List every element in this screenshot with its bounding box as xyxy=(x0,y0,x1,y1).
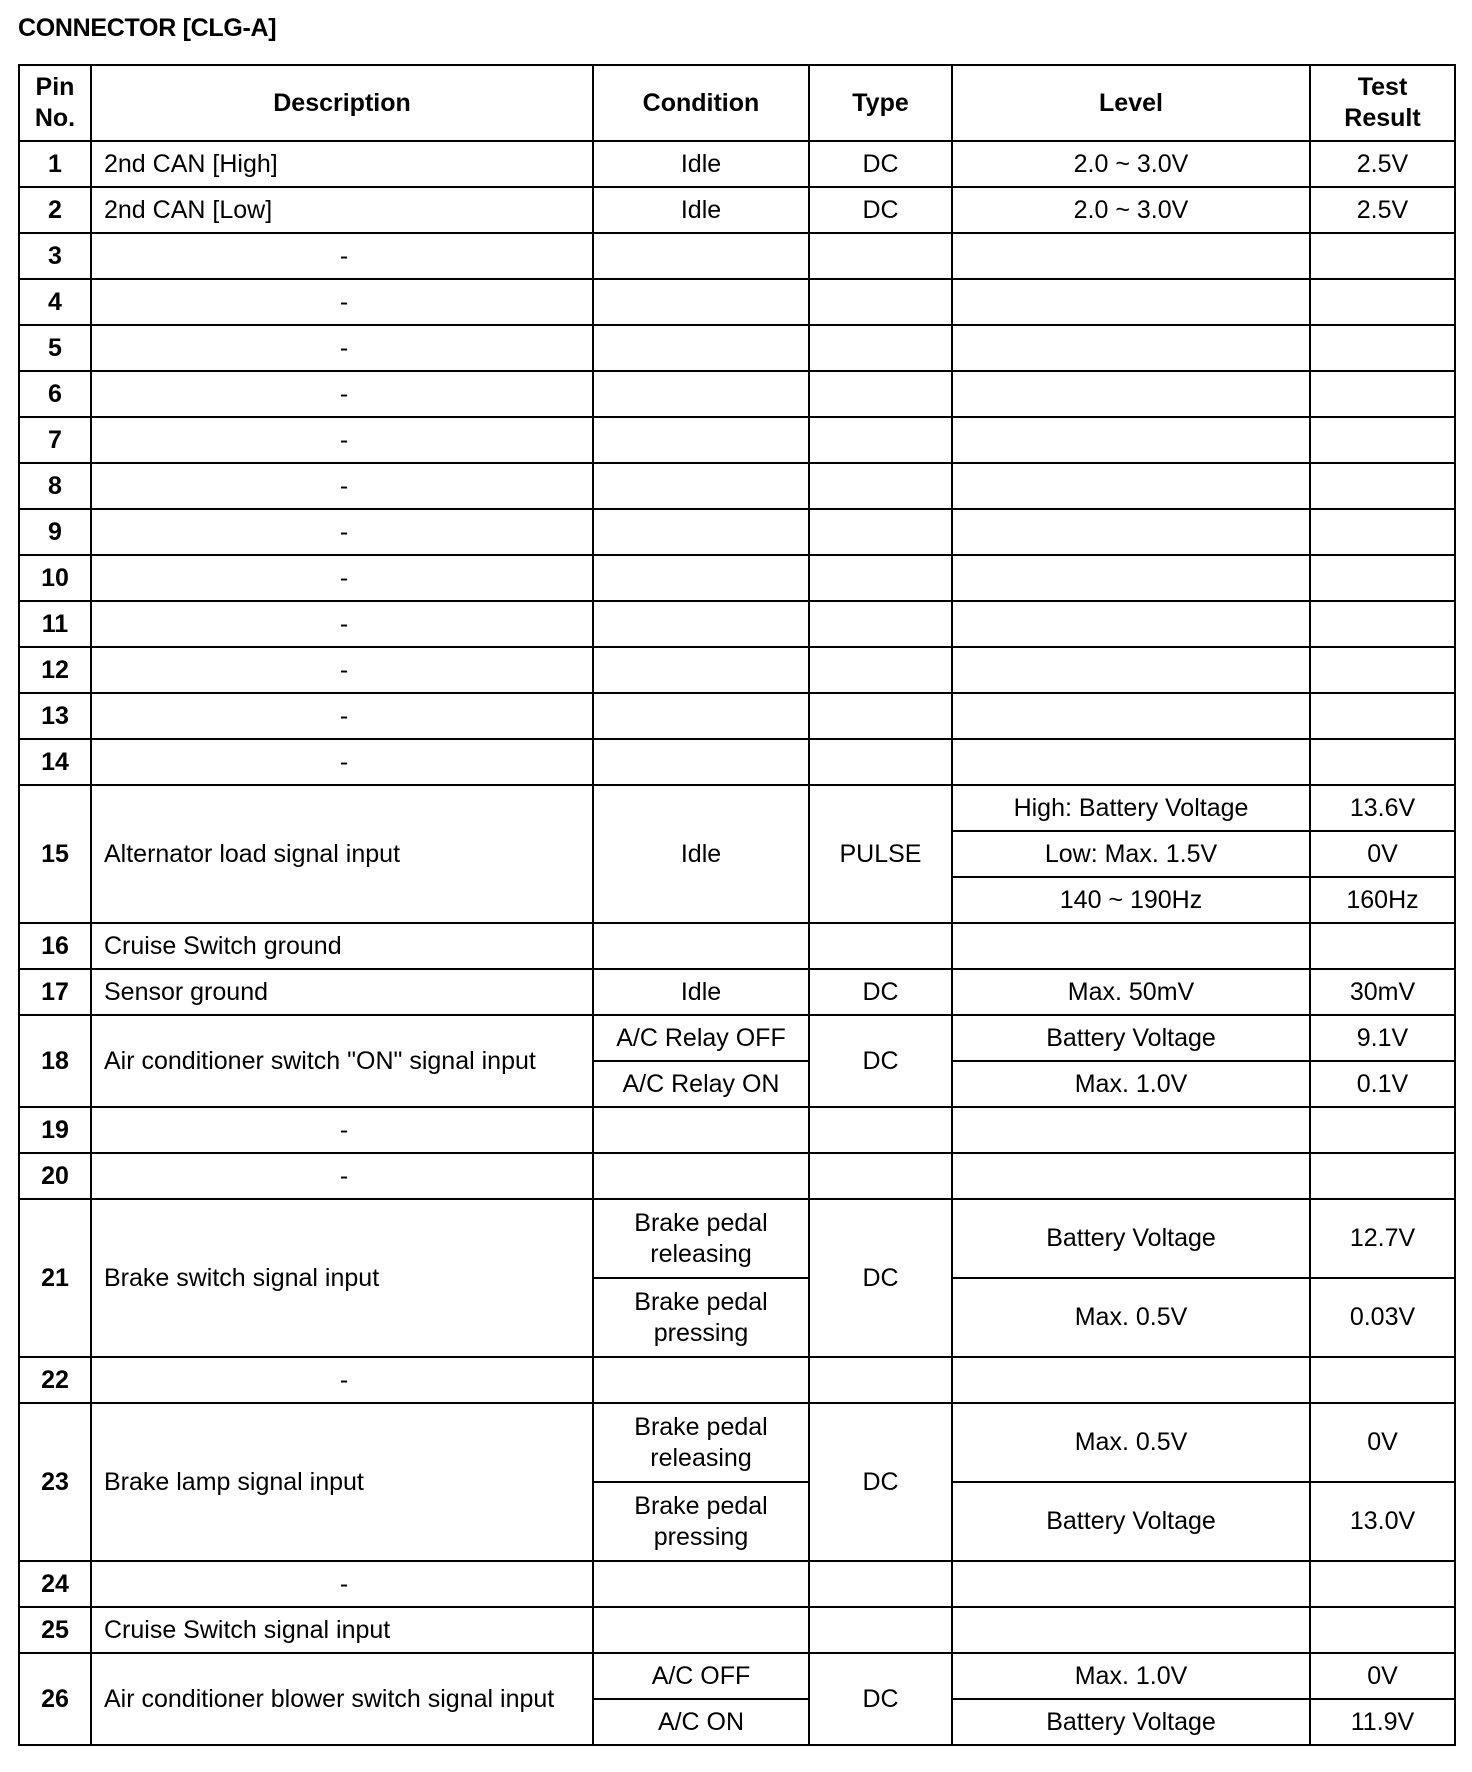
pin-number: 9 xyxy=(19,509,91,555)
pin-condition: Idle xyxy=(593,187,809,233)
pin-description: - xyxy=(91,739,593,785)
pin-level: Low: Max. 1.5V xyxy=(952,831,1310,877)
pin-level: Max. 1.0V xyxy=(952,1061,1310,1107)
pin-number: 1 xyxy=(19,141,91,187)
pin-condition: Idle xyxy=(593,141,809,187)
pin-condition: Brake pedal pressing xyxy=(593,1278,809,1357)
pin-level: 2.0 ~ 3.0V xyxy=(952,187,1310,233)
pin-description: - xyxy=(91,417,593,463)
table-row xyxy=(19,785,1455,831)
pin-level xyxy=(952,371,1310,417)
pin-number: 18 xyxy=(19,1015,91,1107)
pin-test-result xyxy=(1310,233,1455,279)
table-row xyxy=(19,1153,1455,1199)
pin-test-result: 2.5V xyxy=(1310,187,1455,233)
pin-test-result: 11.9V xyxy=(1310,1699,1455,1745)
pin-description: 2nd CAN [Low] xyxy=(91,187,593,233)
pin-test-result: 13.6V xyxy=(1310,785,1455,831)
header-pin-no: Pin No. xyxy=(19,65,91,141)
pin-condition xyxy=(593,325,809,371)
pin-number: 17 xyxy=(19,969,91,1015)
pin-description: - xyxy=(91,233,593,279)
pin-condition xyxy=(593,371,809,417)
pin-type: PULSE xyxy=(809,785,952,923)
pin-test-result: 0V xyxy=(1310,1653,1455,1699)
pin-condition xyxy=(593,1107,809,1153)
pin-type xyxy=(809,601,952,647)
pin-condition xyxy=(593,923,809,969)
pin-test-result: 0V xyxy=(1310,831,1455,877)
table-row xyxy=(19,1607,1455,1653)
pin-level xyxy=(952,1107,1310,1153)
pin-test-result: 9.1V xyxy=(1310,1015,1455,1061)
pin-test-result xyxy=(1310,1561,1455,1607)
pin-description: Sensor ground xyxy=(91,969,593,1015)
pin-type: DC xyxy=(809,141,952,187)
pin-level xyxy=(952,417,1310,463)
pin-test-result xyxy=(1310,279,1455,325)
pin-number: 2 xyxy=(19,187,91,233)
table-row xyxy=(19,325,1455,371)
table-row xyxy=(19,693,1455,739)
pin-condition: A/C Relay ON xyxy=(593,1061,809,1107)
pin-test-result xyxy=(1310,1153,1455,1199)
pin-level: Battery Voltage xyxy=(952,1015,1310,1061)
pin-level: Max. 0.5V xyxy=(952,1278,1310,1357)
pin-description: Cruise Switch signal input xyxy=(91,1607,593,1653)
pin-description: - xyxy=(91,601,593,647)
pin-description: - xyxy=(91,555,593,601)
pin-level xyxy=(952,923,1310,969)
pin-type xyxy=(809,1107,952,1153)
pin-type xyxy=(809,693,952,739)
pin-number: 6 xyxy=(19,371,91,417)
pin-test-result xyxy=(1310,509,1455,555)
pin-level xyxy=(952,555,1310,601)
table-row xyxy=(19,417,1455,463)
pin-condition: Brake pedal pressing xyxy=(593,1482,809,1561)
pin-level: Max. 1.0V xyxy=(952,1653,1310,1699)
pin-type xyxy=(809,1607,952,1653)
table-row xyxy=(19,647,1455,693)
page-title: CONNECTOR [CLG-A] xyxy=(18,14,277,42)
pin-condition xyxy=(593,1357,809,1403)
table-row xyxy=(19,1357,1455,1403)
table-row xyxy=(19,279,1455,325)
pin-level: Battery Voltage xyxy=(952,1199,1310,1278)
pin-number: 11 xyxy=(19,601,91,647)
pin-level: 2.0 ~ 3.0V xyxy=(952,141,1310,187)
header-condition: Condition xyxy=(593,65,809,141)
pin-level: Max. 0.5V xyxy=(952,1403,1310,1482)
pin-number: 25 xyxy=(19,1607,91,1653)
pin-description: - xyxy=(91,279,593,325)
pin-level xyxy=(952,1607,1310,1653)
pin-number: 4 xyxy=(19,279,91,325)
pin-condition xyxy=(593,647,809,693)
pin-number: 21 xyxy=(19,1199,91,1357)
header-type: Type xyxy=(809,65,952,141)
pin-test-result xyxy=(1310,923,1455,969)
table-row xyxy=(19,1107,1455,1153)
pin-description: Brake lamp signal input xyxy=(91,1403,593,1561)
pin-number: 14 xyxy=(19,739,91,785)
pin-test-result xyxy=(1310,1607,1455,1653)
pin-number: 12 xyxy=(19,647,91,693)
pin-description: - xyxy=(91,693,593,739)
table-row xyxy=(19,141,1455,187)
pin-description: Alternator load signal input xyxy=(91,785,593,923)
pin-description: - xyxy=(91,1153,593,1199)
pin-description: - xyxy=(91,371,593,417)
pin-number: 24 xyxy=(19,1561,91,1607)
pin-type: DC xyxy=(809,1015,952,1107)
pin-description: - xyxy=(91,325,593,371)
pin-condition xyxy=(593,463,809,509)
pin-level xyxy=(952,647,1310,693)
pin-condition xyxy=(593,739,809,785)
pin-test-result xyxy=(1310,1357,1455,1403)
pin-test-result: 0V xyxy=(1310,1403,1455,1482)
pin-test-result xyxy=(1310,739,1455,785)
pin-number: 22 xyxy=(19,1357,91,1403)
pin-level xyxy=(952,1153,1310,1199)
pin-test-result xyxy=(1310,1107,1455,1153)
pin-description: - xyxy=(91,1357,593,1403)
pin-type: DC xyxy=(809,1403,952,1561)
pin-level xyxy=(952,509,1310,555)
pin-type xyxy=(809,463,952,509)
pin-test-result: 2.5V xyxy=(1310,141,1455,187)
pin-type xyxy=(809,739,952,785)
pin-level: Battery Voltage xyxy=(952,1482,1310,1561)
pin-level xyxy=(952,693,1310,739)
pin-level xyxy=(952,1357,1310,1403)
table-row xyxy=(19,1403,1455,1482)
pin-condition: Brake pedal releasing xyxy=(593,1199,809,1278)
pin-description: - xyxy=(91,1561,593,1607)
header-level: Level xyxy=(952,65,1310,141)
header-row xyxy=(19,65,1455,141)
pin-level xyxy=(952,601,1310,647)
pin-level: Battery Voltage xyxy=(952,1699,1310,1745)
header-description: Description xyxy=(91,65,593,141)
pin-condition xyxy=(593,1153,809,1199)
pin-condition xyxy=(593,1607,809,1653)
pin-description: - xyxy=(91,463,593,509)
pin-number: 23 xyxy=(19,1403,91,1561)
pin-type: DC xyxy=(809,1653,952,1745)
pin-number: 20 xyxy=(19,1153,91,1199)
pin-type xyxy=(809,555,952,601)
pin-test-result xyxy=(1310,647,1455,693)
pin-level xyxy=(952,1561,1310,1607)
table-row xyxy=(19,187,1455,233)
table-row xyxy=(19,233,1455,279)
table-row xyxy=(19,371,1455,417)
connector-pin-table xyxy=(18,64,1456,1746)
pin-condition xyxy=(593,233,809,279)
pin-condition xyxy=(593,417,809,463)
table-row xyxy=(19,969,1455,1015)
pin-condition xyxy=(593,1561,809,1607)
pin-number: 19 xyxy=(19,1107,91,1153)
pin-condition xyxy=(593,693,809,739)
pin-type: DC xyxy=(809,187,952,233)
pin-description: - xyxy=(91,647,593,693)
pin-number: 7 xyxy=(19,417,91,463)
pin-type xyxy=(809,1561,952,1607)
pin-test-result xyxy=(1310,371,1455,417)
pin-type: DC xyxy=(809,969,952,1015)
pin-level xyxy=(952,463,1310,509)
pin-description: Air conditioner switch "ON" signal input xyxy=(91,1015,593,1107)
pin-description: Brake switch signal input xyxy=(91,1199,593,1357)
pin-number: 13 xyxy=(19,693,91,739)
pin-type xyxy=(809,923,952,969)
pin-condition: Idle xyxy=(593,785,809,923)
pin-condition xyxy=(593,509,809,555)
pin-description: Cruise Switch ground xyxy=(91,923,593,969)
pin-level: Max. 50mV xyxy=(952,969,1310,1015)
pin-condition: A/C ON xyxy=(593,1699,809,1745)
pin-condition: Brake pedal releasing xyxy=(593,1403,809,1482)
pin-test-result xyxy=(1310,417,1455,463)
pin-test-result: 160Hz xyxy=(1310,877,1455,923)
pin-test-result: 12.7V xyxy=(1310,1199,1455,1278)
table-row xyxy=(19,1561,1455,1607)
pin-level: High: Battery Voltage xyxy=(952,785,1310,831)
pin-test-result: 13.0V xyxy=(1310,1482,1455,1561)
table-row xyxy=(19,1199,1455,1278)
pin-test-result xyxy=(1310,325,1455,371)
pin-test-result: 0.1V xyxy=(1310,1061,1455,1107)
pin-condition xyxy=(593,279,809,325)
pin-level xyxy=(952,233,1310,279)
table-row xyxy=(19,463,1455,509)
pin-number: 16 xyxy=(19,923,91,969)
pin-type xyxy=(809,647,952,693)
pin-test-result xyxy=(1310,601,1455,647)
table-row xyxy=(19,923,1455,969)
pin-type xyxy=(809,509,952,555)
pin-condition xyxy=(593,601,809,647)
pin-type xyxy=(809,233,952,279)
pin-type xyxy=(809,325,952,371)
pin-level xyxy=(952,279,1310,325)
pin-condition: A/C Relay OFF xyxy=(593,1015,809,1061)
pin-number: 15 xyxy=(19,785,91,923)
pin-test-result xyxy=(1310,555,1455,601)
pin-test-result xyxy=(1310,693,1455,739)
pin-condition: A/C OFF xyxy=(593,1653,809,1699)
pin-test-result: 0.03V xyxy=(1310,1278,1455,1357)
table-row xyxy=(19,739,1455,785)
pin-description: - xyxy=(91,1107,593,1153)
pin-level xyxy=(952,325,1310,371)
pin-type xyxy=(809,1357,952,1403)
pin-type: DC xyxy=(809,1199,952,1357)
pin-condition: Idle xyxy=(593,969,809,1015)
pin-description: Air conditioner blower switch signal input xyxy=(91,1653,593,1745)
pin-level xyxy=(952,739,1310,785)
pin-type xyxy=(809,279,952,325)
pin-description: - xyxy=(91,509,593,555)
pin-type xyxy=(809,1153,952,1199)
pin-type xyxy=(809,417,952,463)
pin-description: 2nd CAN [High] xyxy=(91,141,593,187)
pin-number: 5 xyxy=(19,325,91,371)
table-row xyxy=(19,509,1455,555)
table-row xyxy=(19,555,1455,601)
pin-number: 26 xyxy=(19,1653,91,1745)
table-row xyxy=(19,601,1455,647)
pin-condition xyxy=(593,555,809,601)
header-test-result: Test Result xyxy=(1310,65,1455,141)
pin-test-result xyxy=(1310,463,1455,509)
pin-number: 3 xyxy=(19,233,91,279)
pin-number: 10 xyxy=(19,555,91,601)
table-row xyxy=(19,1653,1455,1699)
table-row xyxy=(19,1015,1455,1061)
pin-type xyxy=(809,371,952,417)
pin-level: 140 ~ 190Hz xyxy=(952,877,1310,923)
pin-test-result: 30mV xyxy=(1310,969,1455,1015)
pin-number: 8 xyxy=(19,463,91,509)
